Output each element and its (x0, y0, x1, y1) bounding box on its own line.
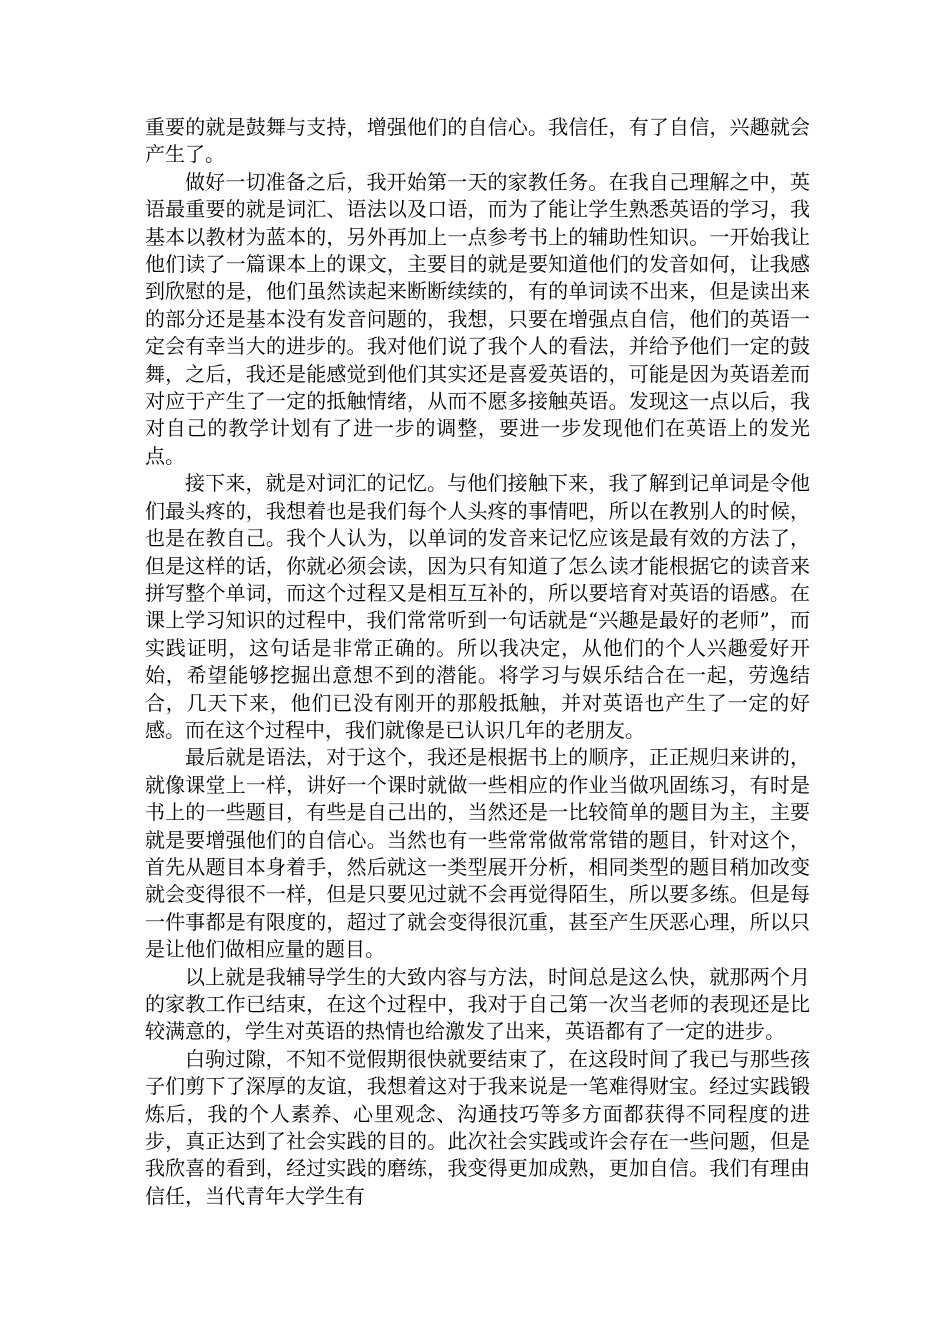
paragraph-5: 以上就是我辅导学生的大致内容与方法，时间总是这么快，就那两个月的家教工作已结束，在这个过程中，我对于自己第一次当老师的表现还是比较满意的，学生对英语的热情也给激发了出来，英语都有了一定的进步。 (145, 964, 810, 1044)
paragraph-4: 最后就是语法，对于这个，我还是根据书上的顺序，正正规归来讲的，就像课堂上一样，讲好一个课时就做一些相应的作业当做巩固练习，有时是书上的一些题目，有些是自己出的，当然还是一比较简单的题目为主，主要就是要增强他们的自信心。当然也有一些常常做常常错的题目，针对这个，首先从题目本身着手，然后就这一类型展开分析，相同类型的题目稍加改变就会变得很不一样，但是只要见过就不会再觉得陌生，所以要多练。但是每一件事都是有限度的，超过了就会变得很沉重，甚至产生厌恶心理，所以只是让他们做相应量的题目。 (145, 745, 810, 962)
document-body (145, 114, 810, 1210)
paragraph-2: 做好一切准备之后，我开始第一天的家教任务。在我自己理解之中，英语最重要的就是词汇、语法以及口语，而为了能让学生熟悉英语的学习，我基本以教材为蓝本的，另外再加上一点参考书上的辅助性知识。一开始我让他们读了一篇课本上的课文，主要目的就是要知道他们的发音如何，让我感到欣慰的是，他们虽然读起来断断续续的，有的单词读不出来，但是读出来的部分还是基本没有发音问题的，我想，只要在增强点自信，他们的英语一定会有幸当大的进步的。我对他们说了我个人的看法，并给予他们一定的鼓舞，之后，我还是能感觉到他们其实还是喜爱英语的，可能是因为英语差而对应于产生了一定的抵触情绪，从而不愿多接触英语。发现这一点以后，我对自己的教学计划有了进一步的调整，要进一步发现他们在英语上的发光点。 (145, 169, 810, 468)
paragraph-3: 接下来，就是对词汇的记忆。与他们接触下来，我了解到记单词是令他们最头疼的，我想着也是我们每个人头疼的事情吧，所以在教别人的时候，也是在教自己。我个人认为，以单词的发音来记忆应该是最有效的方法了，但是这样的话，你就必须会读，因为只有知道了怎么读才能根据它的读音来拼写整个单词，而这个过程又是相互互补的，所以要培育对英语的语感。在课上学习知识的过程中，我们常常听到一句话就是“兴趣是最好的老师”，而实践证明，这句话是非常正确的。所以我决定，从他们的个人兴趣爱好开始，希望能够挖掘出意想不到的潜能。将学习与娱乐结合在一起，劳逸结合，几天下来，他们已没有刚开的那般抵触，并对英语也产生了一定的好感。而在这个过程中，我们就像是已认识几年的老朋友。 (145, 471, 810, 742)
paragraph-1: 重要的就是鼓舞与支持，增强他们的自信心。我信任，有了自信，兴趣就会产生了。 (145, 115, 810, 167)
paragraph-6: 白驹过隙，不知不觉假期很快就要结束了，在这段时间了我已与那些孩子们剪下了深厚的友谊，我想着这对于我来说是一笔难得财宝。经过实践锻炼后，我的个人素养、心里观念、沟通技巧等多方面都获得不同程度的进步，真正达到了社会实践的目的。此次社会实践或许会存在一些问题，但是我欣喜的看到，经过实践的磨练，我变得更加成熟，更加自信。我们有理由信任，当代青年大学生有 (145, 1046, 810, 1208)
